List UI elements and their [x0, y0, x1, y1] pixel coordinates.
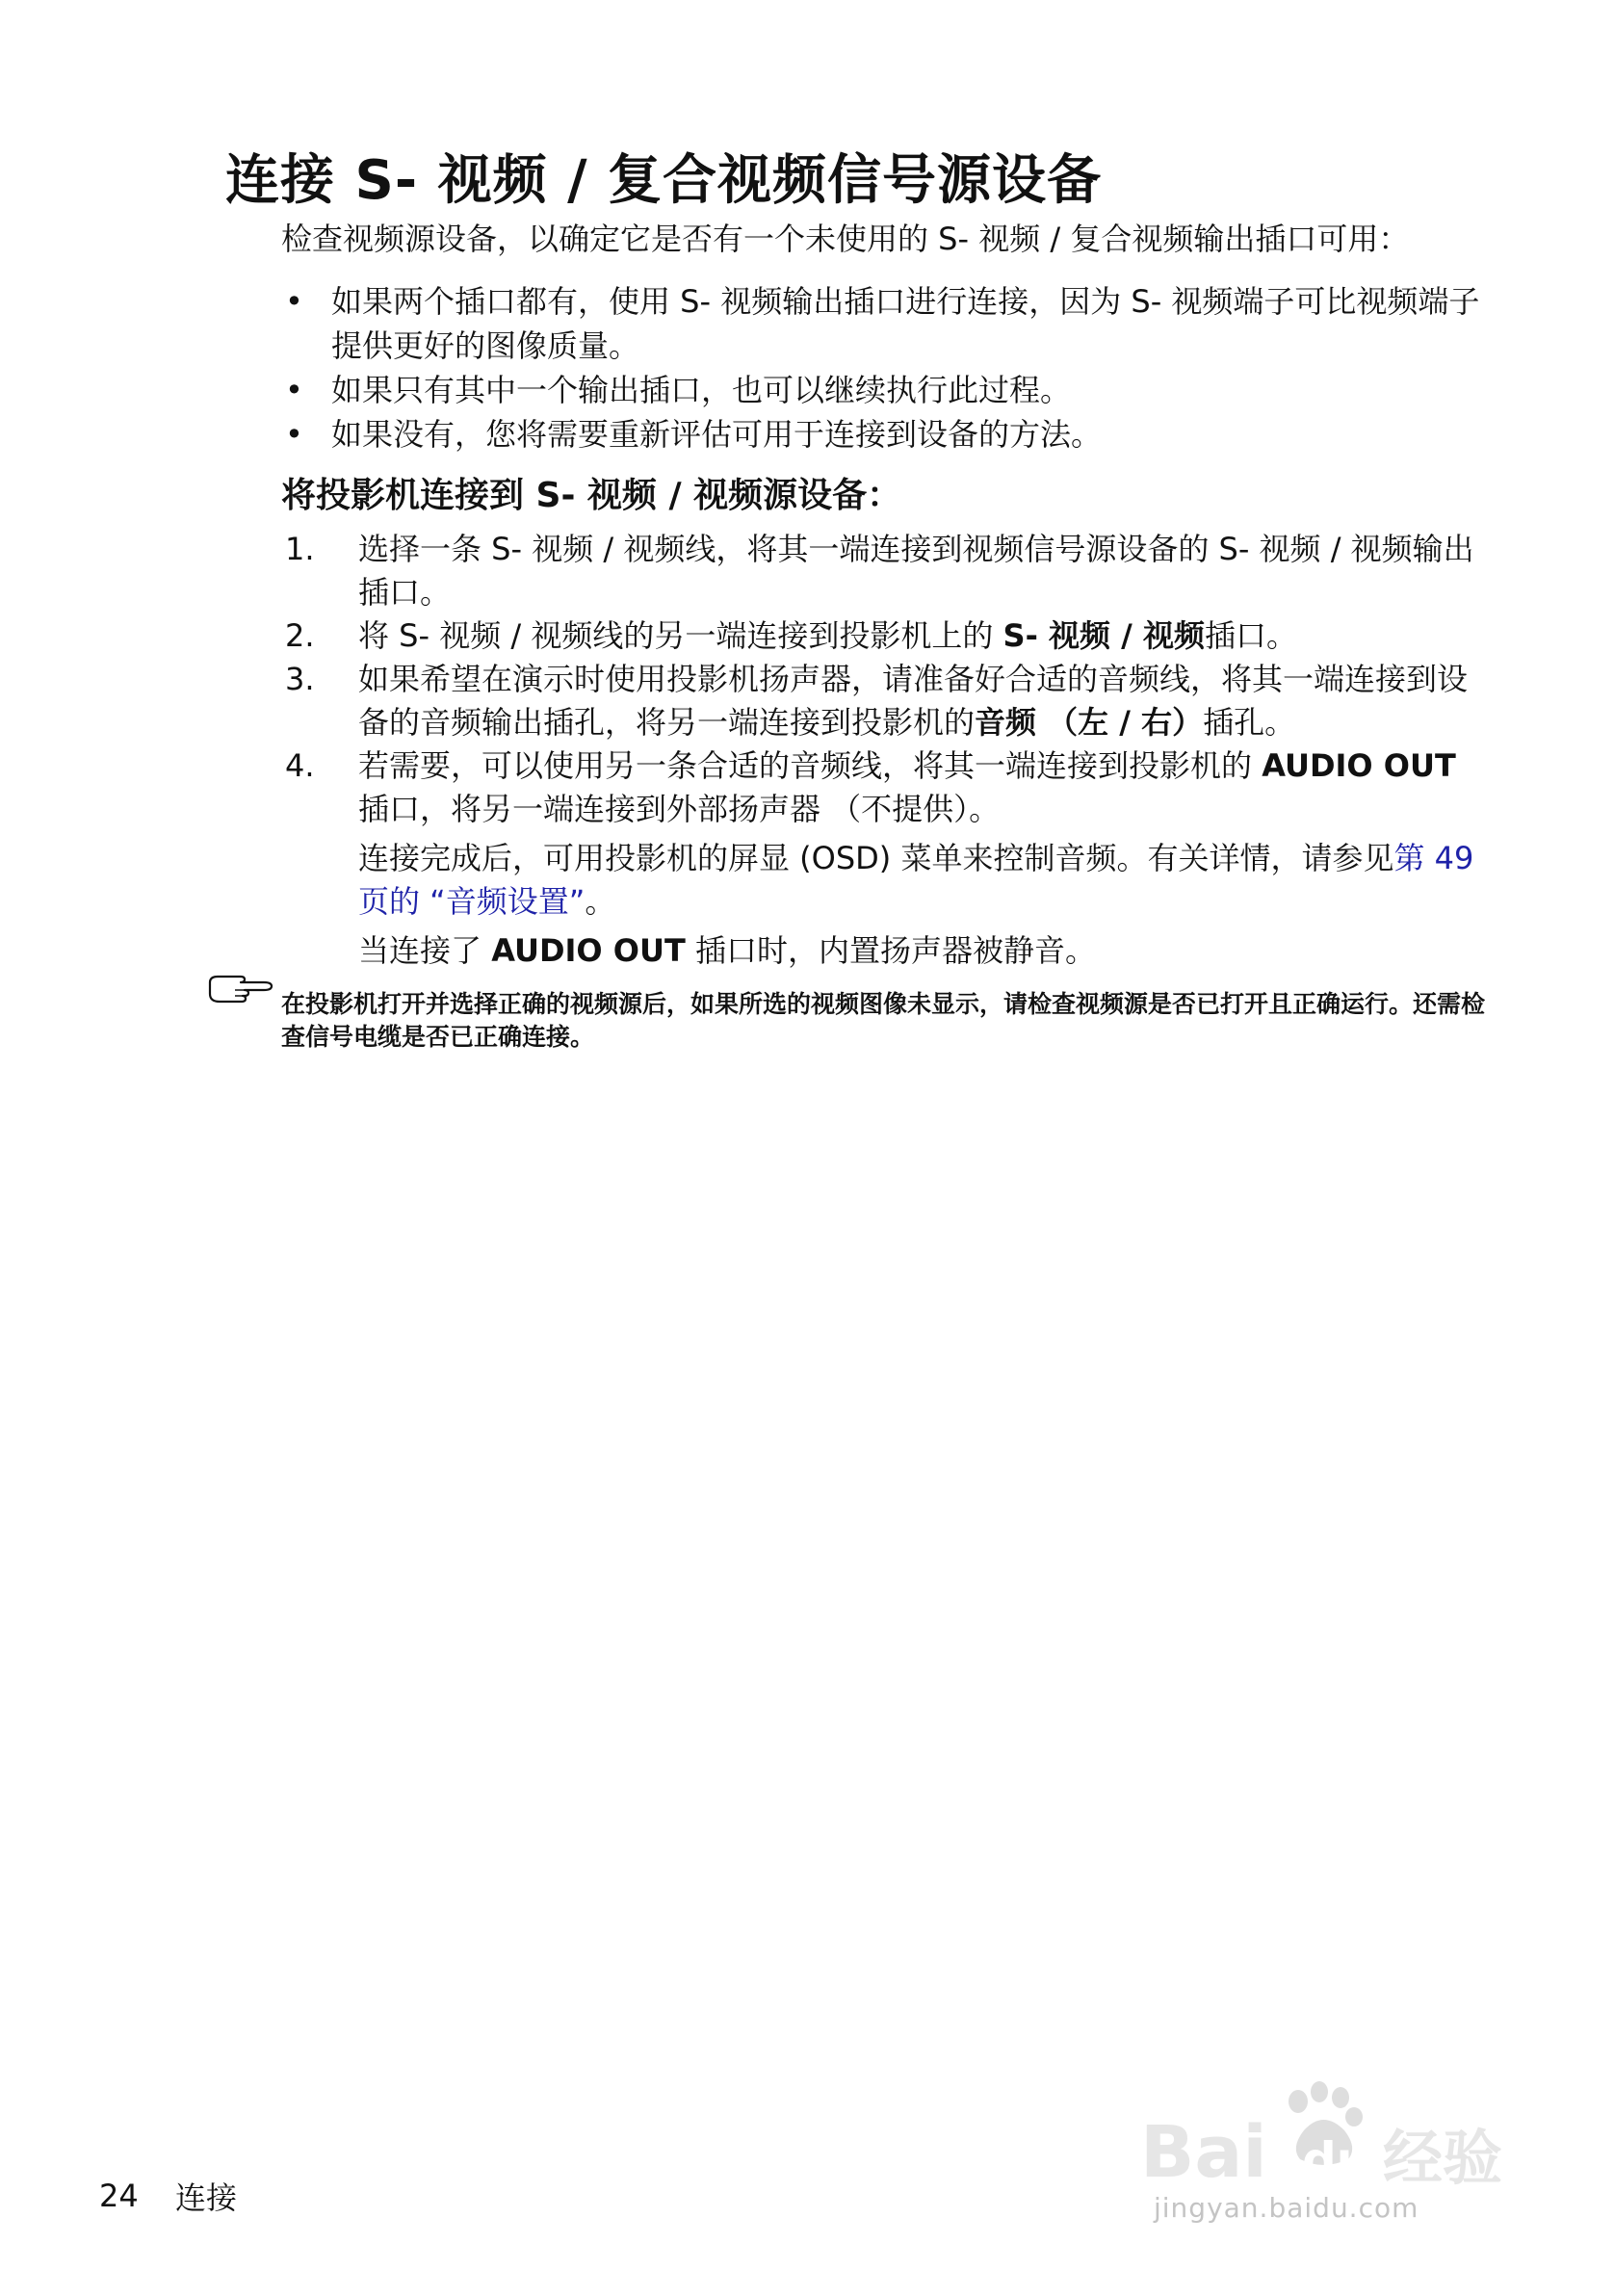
step-list: [281, 528, 1495, 973]
page-number: 24: [99, 2178, 139, 2214]
step-bold-text: AUDIO OUT: [491, 932, 686, 969]
step-number: 1.: [285, 531, 315, 567]
step-text: 插孔。: [1203, 704, 1296, 741]
step-text: 插口时，内置扬声器被静音。: [685, 932, 1096, 969]
step-text: 若需要，可以使用另一条合适的音频线，将其一端连接到投影机的: [358, 747, 1263, 784]
step-bold-text: S- 视频 / 视频: [1002, 617, 1205, 654]
pointing-hand-icon: [206, 969, 277, 1007]
step-text: 将 S- 视频 / 视频线的另一端连接到投影机上的: [358, 617, 1003, 654]
step-number: 4.: [285, 747, 315, 784]
step-text: 插口。: [1204, 617, 1297, 654]
step-item: [281, 744, 1495, 973]
step-text: 如果希望在演示时使用投影机扬声器，请准备好合适的音频线，将其一端连接到设备的音频输出插孔，将另一端连接到投影机的: [358, 661, 1469, 741]
step-number: 2.: [285, 617, 315, 654]
step-text: 插口，将另一端连接到外部扬声器 （不提供）。: [358, 791, 1001, 827]
step-bold-text: AUDIO OUT: [1262, 747, 1456, 784]
svg-text:经验: 经验: [1383, 2123, 1503, 2193]
procedure-heading: 将投影机连接到 S- 视频 / 视频源设备：: [281, 476, 902, 515]
footer-section-label: 连接: [175, 2179, 238, 2216]
step-paragraph: [358, 929, 1495, 973]
list-item: [281, 368, 1495, 412]
step-paragraph: [358, 837, 1495, 924]
baidu-watermark-logo: [1131, 2071, 1535, 2196]
intro-paragraph: 检查视频源设备，以确定它是否有一个未使用的 S- 视频 / 复合视频输出插口可用：: [281, 221, 1410, 257]
svg-text:Bai: Bai: [1140, 2111, 1267, 2194]
watermark-url: jingyan.baidu.com: [1154, 2192, 1419, 2224]
svg-text:du: du: [1302, 2132, 1371, 2188]
list-item: [281, 279, 1495, 368]
note-text: 在投影机打开并选择正确的视频源后，如果所选的视频图像未显示，请检查视频源是否已打开且正确运行。还需检查信号电缆是否已正确连接。: [281, 990, 1486, 1051]
step-text: 选择一条 S- 视频 / 视频线，将其一端连接到视频信号源设备的 S- 视频 / 视频输出插口。: [358, 531, 1474, 611]
step-text: 。: [585, 883, 616, 920]
step-item: [281, 658, 1495, 744]
step-item: [281, 614, 1495, 658]
step-text: 连接完成后，可用投影机的屏显 (OSD) 菜单来控制音频。有关详情，请参见: [358, 840, 1394, 876]
bullet-icon: •: [285, 416, 303, 453]
bullet-icon: •: [285, 283, 303, 320]
bullet-list: [281, 279, 1495, 457]
step-bold-text: 音频 （左 / 右）: [975, 704, 1204, 741]
step-number: 3.: [285, 661, 315, 697]
page-title: 连接 S- 视频 / 复合视频信号源设备: [225, 149, 1103, 212]
bullet-text: 如果只有其中一个输出插口，也可以继续执行此过程。: [331, 372, 1072, 408]
step-text: 当连接了: [358, 932, 492, 969]
bullet-text: 如果两个插口都有，使用 S- 视频输出插口进行连接，因为 S- 视频端子可比视频端子提供更好的图像质量。: [331, 283, 1480, 364]
bullet-icon: •: [285, 372, 303, 408]
step-item: [281, 528, 1495, 614]
audio-settings-link[interactable]: 第 49 页的 “音频设置”: [358, 840, 1474, 920]
bullet-text: 如果没有，您将需要重新评估可用于连接到设备的方法。: [331, 416, 1103, 453]
list-item: [281, 412, 1495, 457]
